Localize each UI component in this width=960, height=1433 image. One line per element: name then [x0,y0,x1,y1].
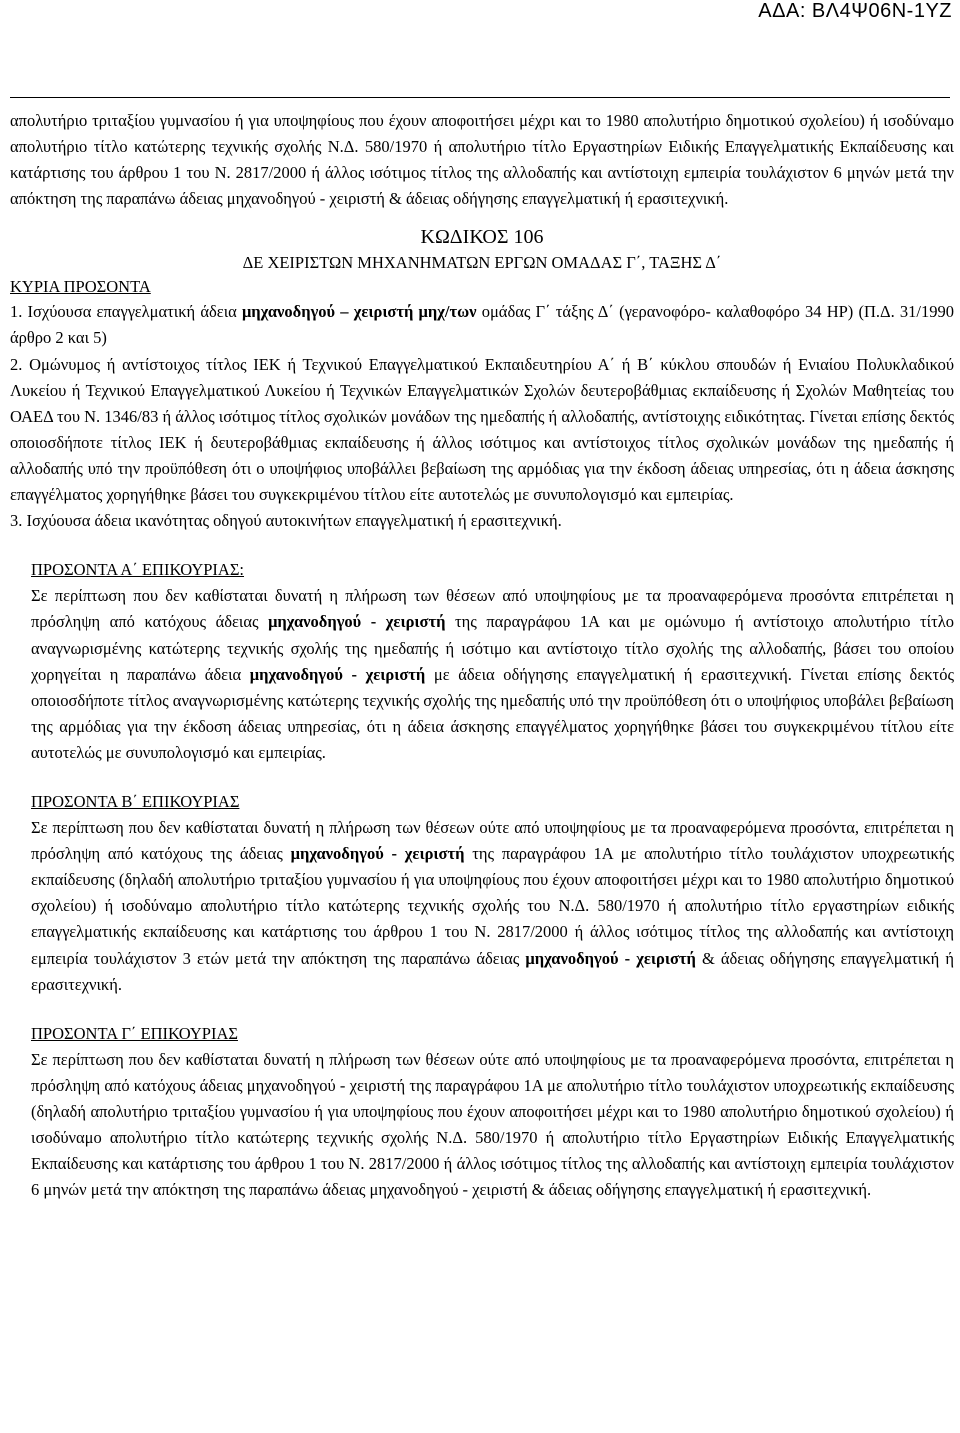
aux-a-paragraph: Σε περίπτωση που δεν καθίσταται δυνατή η πλήρωση των θέσεων από υποψηφίους με τα προαναφερόμενα προσόντα επιτρέπεται η πρόσληψη από κατόχους άδειας μηχανοδηγού - χειριστή της παραγράφου 1Α και με ομώνυμο ή αντίστοιχο απολυτήριο τίτλο αναγνωρισμένης κατώτερης τεχνικής σχολής της ημεδαπής ή ισότιμο και αντίστοιχο τίτλο σχολής της αλλοδαπής, βάσει του οποίου χορηγείται η παραπάνω άδεια μηχανοδηγού - χειριστή με άδεια οδήγησης επαγγελματική ή ερασιτεχνική. Γίνεται επίσης δεκτός οποιοσδήποτε τίτλος αναγνωρισμένης κατώτερης τεχνικής σχολής της ημεδαπής υπό την προϋπόθεση ότι ο υποψήφιος υποβάλει βεβαίωση της αρμόδιας για την έκδοση άδειας υπηρεσίας, ότι η άδεια άσκησης επαγγέλματος χορηγήθηκε βάσει του συγκεκριμένου τίτλου είτε αυτοτελώς με συνυπολογισμό και εμπειρίας. [31,586,954,762]
item-1-emphasis: μηχανοδηγού – χειριστή μηχ/των [241,302,477,322]
aux-b-paragraph: Σε περίπτωση που δεν καθίσταται δυνατή η πλήρωση των θέσεων ούτε από υποψηφίους με τα προαναφερόμενα προσόντα, επιτρέπεται η πρόσληψη από κατόχους της άδειας μηχανοδηγού - χειριστή της παραγράφου 1Α με απολυτήριο τίτλο τουλάχιστον υποχρεωτικής εκπαίδευσης (δηλαδή απολυτήριο τριταξίου γυμνασίου ή για υποψηφίους που έχουν αποφοιτήσει μέχρι και το 1980 απολυτήριο δημοτικού σχολείου) ή ισοδύναμο απολυτήριο τίτλο κατώτερης τεχνικής σχολής του Ν.Δ. 580/1970 ή απολυτήριο τίτλο εργαστηρίων ειδικής επαγγελματικής εκπαίδευσης και κατάρτισης του άρθρου 1 του Ν. 2817/2000 ή άλλος ισότιμος τίτλος της αλλοδαπής και αντίστοιχη εμπειρία τουλάχιστον 3 ετών μετά την απόκτηση της παραπάνω άδειας μηχανοδηγού - χειριστή & άδειας οδήγησης επαγγελματική ή ερασιτεχνική. [31,818,954,994]
aux-a-heading: ΠΡΟΣΟΝΤΑ Α΄ ΕΠΙΚΟΥΡΙΑΣ: [31,560,245,580]
intro-paragraph: απολυτήριο τριταξίου γυμνασίου ή για υποψηφίους που έχουν αποφοιτήσει μέχρι και το 1980 απολυτήριο δημοτικού σχολείου) ή ισοδύναμο απολυτήριο τίτλο κατώτερης τεχνικής σχολής Ν.Δ. 580/1970 ή απολυτήριο τίτλο Εργαστηρίων Ειδικής Επαγγελματικής Εκπαίδευσης και κατάρτισης του άρθρου 1 του Ν. 2817/2000 ή άλλος ισότιμος τίτλος της αλλοδαπής και αντίστοιχη εμπειρία τουλάχιστον 6 μηνών μετά την απόκτηση της παραπάνω άδειας μηχανοδηγού - χειριστή & άδειας οδήγησης επαγγελματική ή ερασιτεχνική. [10,111,954,209]
item-1: 1. Ισχύουσα επαγγελματική άδεια μηχανοδηγού – χειριστή μηχ/των ομάδας Γ΄ τάξης Δ΄ (γερανοφόρο- καλαθοφόρο 34 HP) (Π.Δ. 31/1990 άρθρο 2 και 5) [10,302,954,348]
code-title: ΚΩΔΙΚΟΣ 106 [420,226,544,249]
header-divider [10,97,950,98]
code-subtitle: ΔΕ ΧΕΙΡΙΣΤΩΝ ΜΗΧΑΝΗΜΑΤΩΝ ΕΡΓΩΝ ΟΜΑΔΑΣ Γ΄, ΤΑΞΗΣ Δ΄ [242,253,722,273]
aux-c-paragraph: Σε περίπτωση που δεν καθίσταται δυνατή η πλήρωση των θέσεων ούτε από υποψηφίους με τα προαναφερόμενα προσόντα, επιτρέπεται η πρόσληψη από κατόχους άδειας μηχανοδηγού - χειριστή της παραγράφου 1Α με απολυτήριο τίτλο τουλάχιστον υποχρεωτικής εκπαίδευσης (δηλαδή απολυτήριο τριταξίου γυμνασίου ή για υποψηφίους που έχουν αποφοιτήσει μέχρι και το 1980 απολυτήριο δημοτικού σχολείου) ή ισοδύναμο απολυτήριο τίτλο κατώτερης τεχνικής σχολής Ν.Δ. 580/1970 ή απολυτήριο τίτλο Εργαστηρίων Ειδικής Επαγγελματικής Εκπαίδευσης και κατάρτισης του άρθρου 1 του Ν. 2817/2000 ή άλλος ισότιμος τίτλος της αλλοδαπής και αντίστοιχη εμπειρία τουλάχιστον 6 μηνών μετά την απόκτηση της παραπάνω άδειας μηχανοδηγού - χειριστή & άδειας οδήγησης επαγγελματική ή ερασιτεχνική. [31,1049,954,1200]
document-body [10,108,954,1203]
aux-c-heading: ΠΡΟΣΟΝΤΑ Γ΄ ΕΠΙΚΟΥΡΙΑΣ [31,1023,238,1043]
main-qualifications-heading: ΚΥΡΙΑ ΠΡΟΣΟΝΤΑ [10,277,151,297]
item-2: 2. Ομώνυμος ή αντίστοιχος τίτλος ΙΕΚ ή Τεχνικού Επαγγελματικού Εκπαιδευτηρίου Α΄ ή Β΄ κύκλου σπουδών ή Ενιαίου Πολυκλαδικού Λυκείου ή Τεχνικού Επαγγελματικού Λυκείου ή Τεχνικών Επαγγελματικών Σχολών δευτεροβάθμιας εκπαίδευσης ή Σχολών Μαθητείας του ΟΑΕΔ του Ν. 1346/83 ή άλλος ισότιμος τίτλος σχολικών μονάδων της ημεδαπής ή αλλοδαπής, αντίστοιχης ειδικότητας. Γίνεται επίσης δεκτός οποιοσδήποτε τίτλος ΙΕΚ ή δευτεροβάθμιας εκπαίδευσης ή άλλος ισότιμος και αντίστοιχος τίτλος σχολικών μονάδων της ημεδαπής ή αλλοδαπής υπό την προϋπόθεση ότι ο υποψήφιος υποβάλλει βεβαίωση της αρμόδιας για την έκδοση άδειας υπηρεσίας, ότι η άδεια άσκησης επαγγέλματος χορηγήθηκε βάσει του συγκεκριμένου τίτλου είτε αυτοτελώς με συνυπολογισμό και εμπειρίας. [10,354,954,505]
ada-code: ΑΔΑ: ΒΛ4Ψ06Ν-1ΥΖ [758,0,952,22]
aux-b-heading: ΠΡΟΣΟΝΤΑ Β΄ ΕΠΙΚΟΥΡΙΑΣ [31,791,240,811]
item-3: 3. Ισχύουσα άδεια ικανότητας οδηγού αυτοκινήτων επαγγελματική ή ερασιτεχνική. [10,511,562,531]
